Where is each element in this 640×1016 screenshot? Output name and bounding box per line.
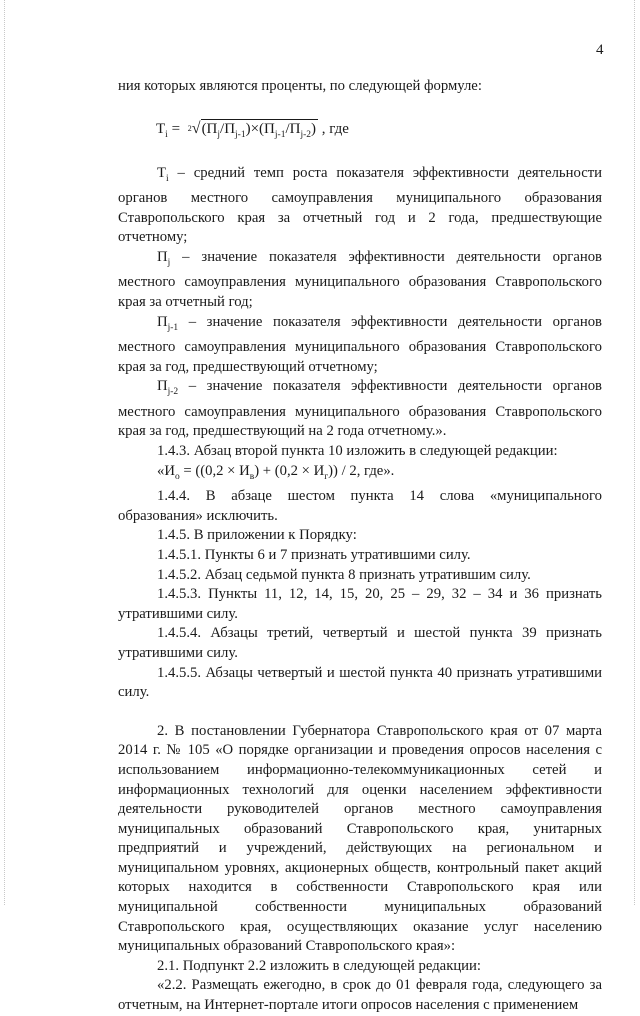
section-gap — [118, 703, 602, 722]
radicand-part: /П — [285, 120, 301, 137]
definition-text: – средний темп роста показателя эффективности деятельности органов местного самоуправления муниципального образования Ставропольского края за отчетный год и 2 года, предшествующие отчетному; — [118, 164, 602, 246]
item-1-4-3: 1.4.3. Абзац второй пункта 10 изложить в следующей редакции: — [157, 443, 558, 460]
index-formula-sub: о — [174, 471, 180, 482]
radicand-sub: j-1 — [235, 129, 246, 140]
radicand-sub: j-2 — [300, 129, 312, 140]
scan-edge-left — [4, 0, 5, 905]
index-formula-part: = ((0,2 × И — [179, 462, 250, 479]
formula-suffix: , где — [318, 120, 349, 137]
section-2-paragraph: 2. В постановлении Губернатора Ставропольского края от 07 марта 2014 г. № 105 «О порядке организации и проведения опросов населения с использованием информационно-телекоммуникационных сетей и информационных технологий для оценки населением эффективности деятельности руководителей органов местного самоуправления муниципальных образований Ставропольского края, унитарных предприятий и учреждений, действующих на региональном и муниципальном уровнях, акционерных обществ, контрольный пакет акций которых находится в собственности Ставропольского края или муниципальной собственности муниципальных образований Ставропольского края, осуществляющих оказание услуг населению муниципальных образований Ставропольского края»: — [118, 722, 602, 955]
item-2-1: 2.1. Подпункт 2.2 изложить в следующей редакции: — [157, 957, 481, 974]
item-1-4-5-1: 1.4.5.1. Пункты 6 и 7 признать утратившими силу. — [157, 546, 471, 563]
radicand-sub: j — [217, 129, 221, 140]
formula-equals: = — [167, 120, 184, 137]
item-1-4-5-3: 1.4.5.3. Пункты 11, 12, 14, 15, 20, 25 – 29, 32 – 34 и 36 признать утратившими силу. — [118, 586, 602, 622]
formula-lhs-sub: i — [165, 129, 168, 140]
item-1-4-4: 1.4.4. В абзаце шестом пункта 14 слова «муниципального образования» исключить. — [118, 488, 602, 524]
page-number: 4 — [596, 42, 604, 58]
definition-pj1 — [118, 313, 602, 378]
item-1-4-5-5: 1.4.5.5. Абзацы четвертый и шестой пункта 40 признать утратившими силу. — [118, 664, 602, 701]
document-body — [118, 77, 602, 1016]
formula-root-index: 2 — [187, 123, 192, 133]
radicand-sub: j-1 — [274, 129, 286, 140]
definition-symbol: П — [157, 313, 168, 330]
definition-symbol-sub: j-1 — [167, 322, 179, 333]
item-1-4-5-4: 1.4.5.4. Абзацы третий, четвертый и шестой пункта 39 признать утратившими силу. — [118, 625, 602, 661]
definition-symbol-sub: i — [165, 173, 169, 184]
index-formula-part: «И — [157, 462, 175, 479]
definition-symbol: T — [157, 164, 166, 181]
radicand-part: /П — [220, 120, 236, 137]
item-1-4-5: 1.4.5. В приложении к Порядку: — [157, 527, 357, 544]
definition-pj — [118, 248, 602, 313]
definition-symbol: П — [157, 248, 168, 265]
definition-ti — [118, 164, 602, 248]
definition-symbol-sub: j-2 — [167, 387, 179, 398]
index-formula-sub: г — [324, 471, 329, 482]
radicand-part: (П — [201, 120, 218, 137]
intro-line: ния которых являются проценты, по следующей формуле: — [118, 78, 482, 94]
growth-rate-formula — [156, 118, 602, 146]
index-formula-part: ) + (0,2 × И — [254, 462, 325, 479]
radicand-part: ) — [311, 120, 317, 137]
definition-text: – значение показателя эффективности деятельности органов местного самоуправления муниципального образования Ставропольского края за отчетный год; — [118, 248, 602, 311]
index-formula-sub: в — [249, 471, 255, 482]
formula-lhs: T — [156, 120, 166, 137]
definition-pj2 — [118, 377, 602, 442]
definition-symbol-sub: j — [167, 257, 171, 268]
index-formula-part: )) / 2, где». — [328, 462, 395, 479]
radicand-part: )×(П — [245, 120, 275, 137]
sqrt-icon: √ — [191, 119, 201, 137]
formula-radicand — [201, 119, 318, 145]
scan-edge-right — [634, 0, 635, 905]
definition-symbol: П — [157, 378, 168, 395]
definition-text: – значение показателя эффективности деятельности органов местного самоуправления муниципального образования Ставропольского края за год, предшествующий на 2 года отчетному.». — [118, 378, 602, 440]
definition-text: – значение показателя эффективности деятельности органов местного самоуправления муниципального образования Ставропольского края за год, предшествующий отчетному; — [118, 313, 602, 375]
item-2-2-quote: «2.2. Размещать ежегодно, в срок до 01 февраля года, следующего за отчетным, на Интернет-портале итоги опросов населения с применением — [118, 977, 602, 1014]
index-formula — [118, 462, 602, 488]
item-1-4-5-2: 1.4.5.2. Абзац седьмой пункта 8 признать утратившим силу. — [157, 566, 531, 583]
